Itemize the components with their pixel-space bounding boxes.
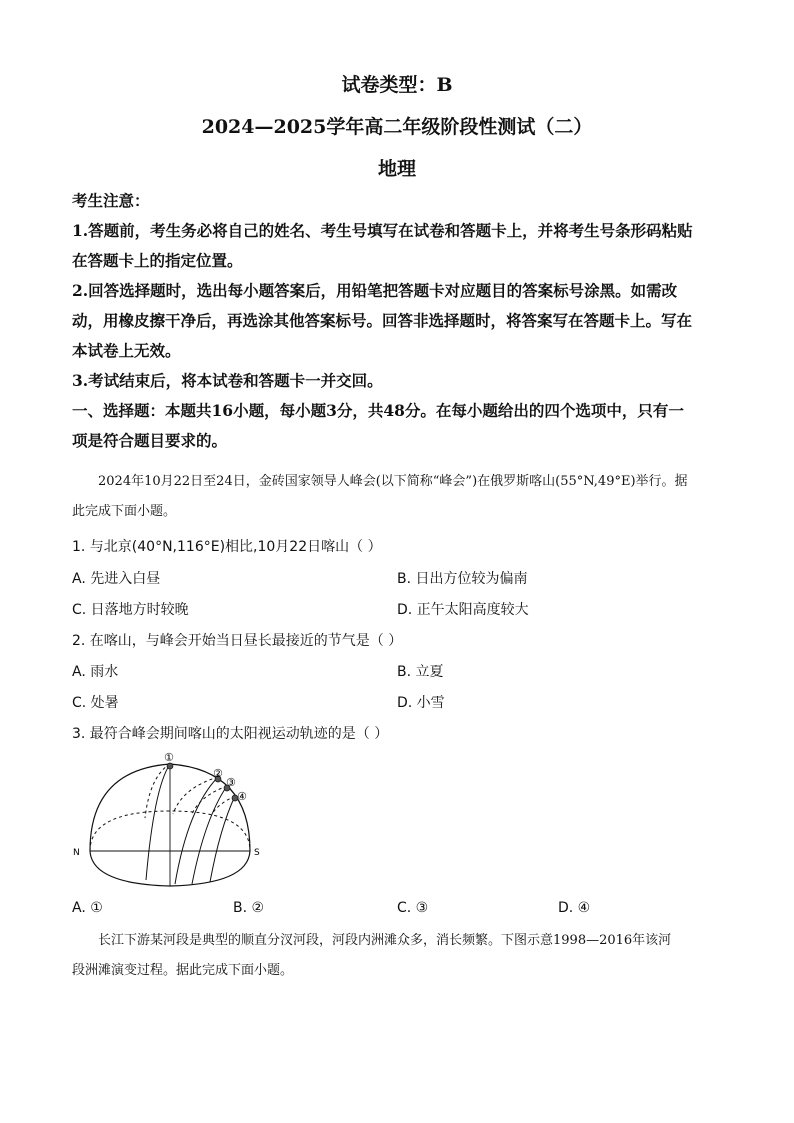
south-label: S xyxy=(254,848,260,858)
exam-title: 2024—2025学年高二年级阶段性测试（二） xyxy=(201,116,593,138)
sun-path-3-back xyxy=(192,786,227,814)
marker-3: ③ xyxy=(226,776,236,789)
north-label: N xyxy=(73,848,80,858)
q2-option-b: B. 立夏 xyxy=(397,664,444,680)
passage-line: 长江下游某河段是典型的顺直分汊河段，河段内洲滩众多，消长频繁。下图示意1998—2016年该河 xyxy=(98,933,672,948)
q1-option-c: C. 日落地方时较晚 xyxy=(72,602,189,618)
sun-path-1 xyxy=(146,764,170,880)
notice-line: 3.考试结束后，将本试卷和答题卡一并交回。 xyxy=(72,371,383,390)
q2-option-c: C. 处暑 xyxy=(72,695,119,711)
sun-path-3 xyxy=(192,786,227,884)
q3-option-a: A. ① xyxy=(72,900,103,916)
notice-line: 本试卷上无效。 xyxy=(72,341,181,360)
sun-path-2 xyxy=(175,777,218,884)
notice-line: 在答题卡上的指定位置。 xyxy=(72,251,243,270)
marker-1: ① xyxy=(164,751,174,764)
q3-option-b: B. ② xyxy=(233,900,265,916)
notice-line: 1.答题前，考生务必将自己的姓名、考生号填写在试卷和答题卡上，并将考生号条形码粘贴 xyxy=(72,221,693,240)
section-heading: 项是符合题目要求的。 xyxy=(72,431,228,450)
q2-option-a: A. 雨水 xyxy=(72,664,119,680)
sun-path-4 xyxy=(210,796,235,882)
question-3-stem: 3. 最符合峰会期间喀山的太阳视运动轨迹的是（ ） xyxy=(72,726,389,742)
notice-line: 2.回答选择题时，选出每小题答案后，用铅笔把答题卡对应题目的答案标号涂黑。如需改 xyxy=(72,281,678,300)
q3-option-d: D. ④ xyxy=(558,900,591,916)
passage-2 xyxy=(72,926,727,986)
notice-heading: 考生注意： xyxy=(72,191,150,210)
q3-option-c: C. ③ xyxy=(397,900,429,916)
marker-2: ② xyxy=(213,767,223,780)
question-1-stem: 1. 与北京(40°N,116°E)相比,10月22日喀山（ ） xyxy=(72,539,382,555)
notice-block xyxy=(72,186,722,456)
q2-option-d: D. 小雪 xyxy=(397,695,445,711)
section-heading: 一、选择题：本题共16小题，每小题3分，共48分。在每小题给出的四个选项中，只有一 xyxy=(72,401,684,420)
sun-path-1-back xyxy=(145,764,170,818)
passage-line: 2024年10月22日至24日，金砖国家领导人峰会(以下简称“峰会”)在俄罗斯喀山(55°N,49°E)举行。据 xyxy=(98,474,688,489)
subject-title: 地理 xyxy=(377,158,416,180)
marker-4: ④ xyxy=(237,790,247,803)
q1-option-b: B. 日出方位较为偏南 xyxy=(397,571,528,587)
question-2-stem: 2. 在喀山，与峰会开始当日昼长最接近的节气是（ ） xyxy=(72,633,403,649)
sun-path-diagram xyxy=(70,748,270,893)
exam-type: 试卷类型：B xyxy=(341,74,453,96)
notice-line: 动，用橡皮擦干净后，再选涂其他答案标号。回答非选择题时，将答案写在答题卡上。写在 xyxy=(72,311,693,330)
passage-line: 段洲滩演变过程。据此完成下面小题。 xyxy=(72,963,294,978)
sun-path-2-back xyxy=(173,777,218,814)
q1-option-d: D. 正午太阳高度较大 xyxy=(397,602,529,618)
passage-line: 此完成下面小题。 xyxy=(72,504,177,519)
passage-1 xyxy=(72,467,727,527)
q1-option-a: A. 先进入白昼 xyxy=(72,571,161,587)
